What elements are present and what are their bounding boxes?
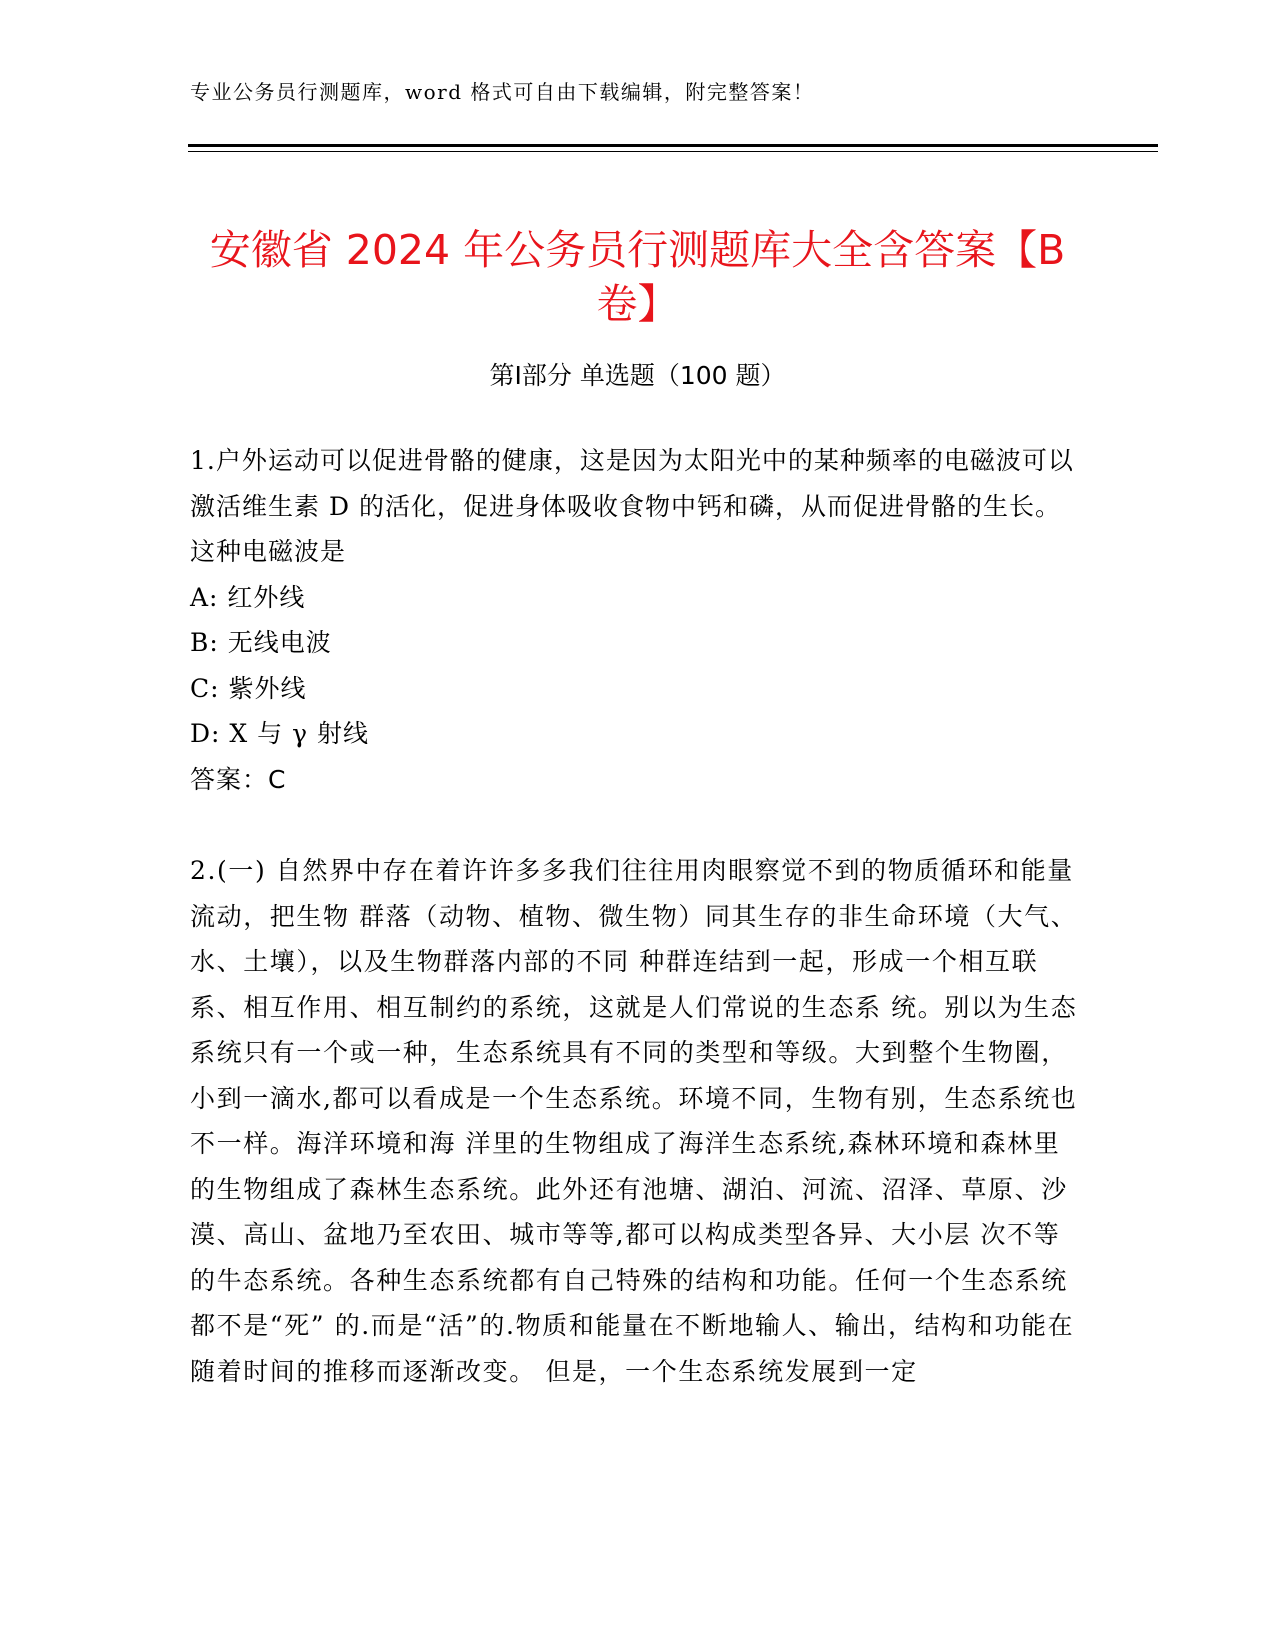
header-rule-thick xyxy=(188,144,1158,147)
question-stem: 2.(一) 自然界中存在着许许多多我们往往用肉眼察觉不到的物质循环和能量流动，把生物 群落（动物、植物、微生物）同其生存的非生命环境（大气、水、土壤），以及生物群落内部的不同 种群连结到一起，形成一个相互联系、相互作用、相互制约的系统，这就是人们常说的生态系 统。别以为生态系统只有一个或一种，生态系统具有不同的类型和等级。大到整个生物圈，小到一滴水,都可以看成是一个生态系统。环境不同，生物有别，生态系统也不一样。海洋环境和海 洋里的生物组成了海洋生态系统,森林环境和森林里的生物组成了森林生态系统。此外还有池塘、湖泊、河流、沼泽、草原、沙漠、高山、盆地乃至农田、城市等等,都可以构成类型各异、大小层 次不等的牛态系统。各种生态系统都有自己特殊的结构和功能。任何一个生态系统都不是“死” 的.而是“活”的.物质和能量在不断地输人、输出，结构和功能在随着时间的推移而逐渐改变。 但是，一个生态系统发展到一定 xyxy=(190,856,1078,1386)
option-a: A: 红外线 xyxy=(190,582,306,612)
header-rule-thin xyxy=(188,151,1158,152)
option-d: D: X 与 γ 射线 xyxy=(190,719,369,748)
question-stem: 1.户外运动可以促进骨骼的健康，这是因为太阳光中的某种频率的电磁波可以激活维生素 D 的活化，促进身体吸收食物中钙和磷，从而促进骨骼的生长。这种电磁波是 xyxy=(190,446,1074,566)
header-note: 专业公务员行测题库，word 格式可自由下载编辑，附完整答案！ xyxy=(190,80,815,104)
document-title: 安徽省 2024 年公务员行测题库大全含答案【B 卷】 xyxy=(209,226,1066,329)
answer: 答案：C xyxy=(190,764,287,794)
option-c: C: 紫外线 xyxy=(190,673,307,703)
section-title: 第Ⅰ部分 单选题（100 题） xyxy=(489,361,786,390)
question-2 xyxy=(190,848,1080,1394)
option-b: B: 无线电波 xyxy=(190,628,332,657)
question-1 xyxy=(190,438,1080,802)
